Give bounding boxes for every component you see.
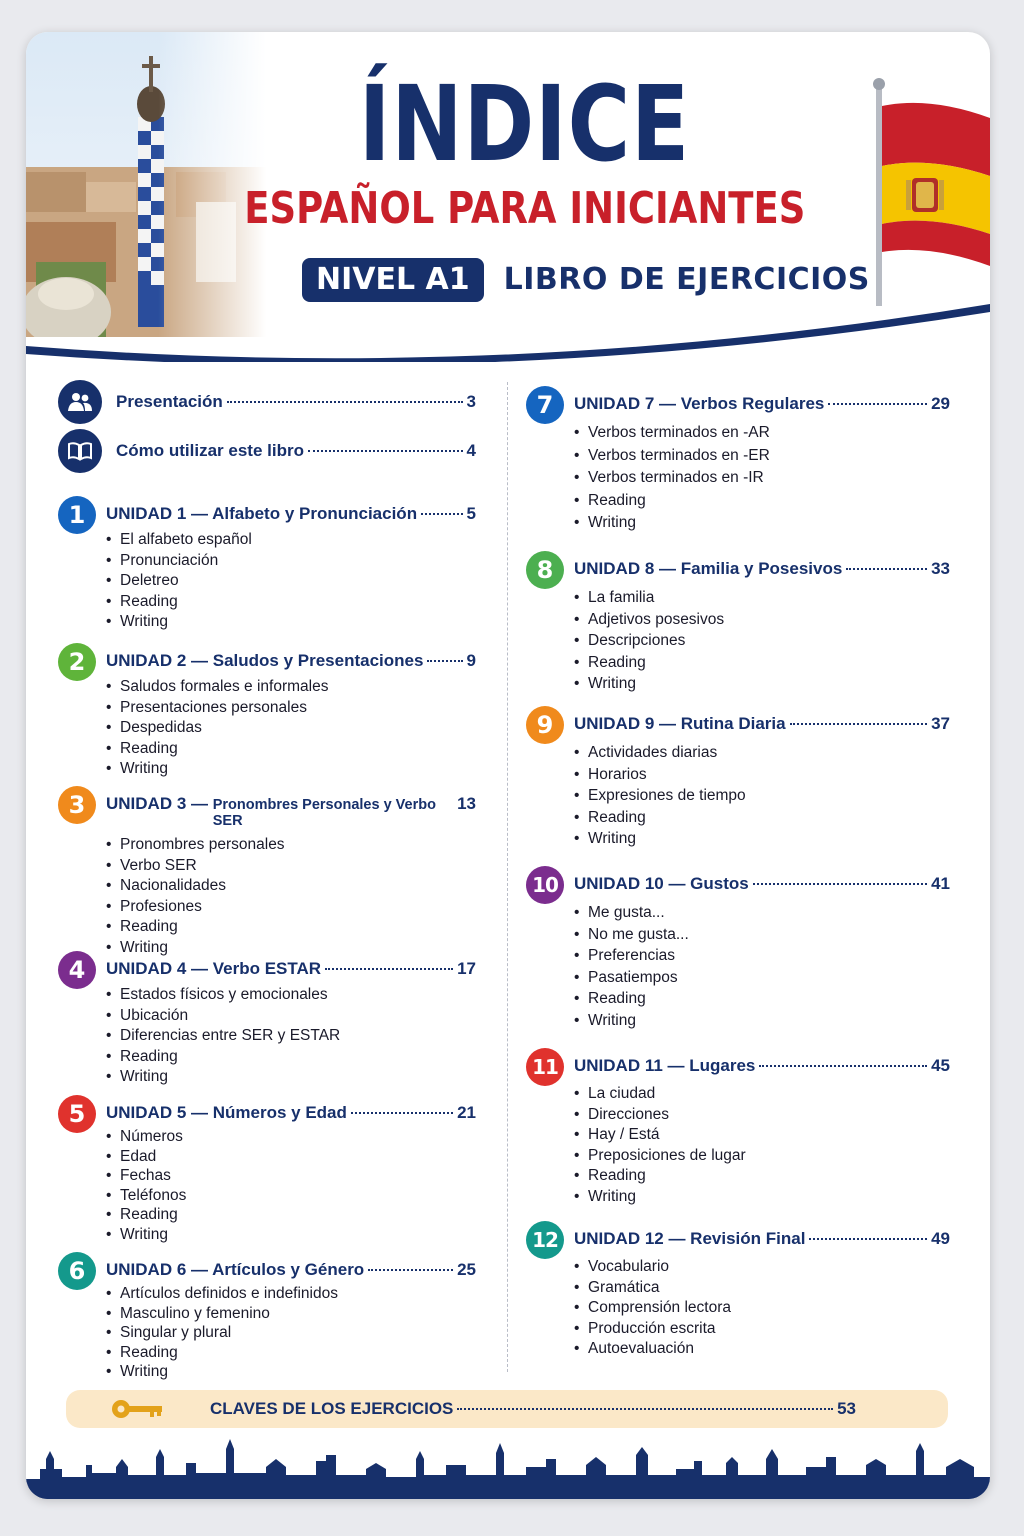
topic-item: • Pasatiempos	[574, 967, 950, 989]
unit-number-badge: 11	[526, 1048, 564, 1086]
topic-item: • Actividades diarias	[574, 742, 950, 764]
unit-8[interactable]	[536, 556, 950, 695]
topic-item: • Writing	[574, 1187, 950, 1208]
topic-item: • Pronunciación	[106, 551, 476, 572]
unit-number-badge: 10	[526, 866, 564, 904]
topic-item: • Artículos definidos e indefinidos	[106, 1284, 476, 1304]
unit-2[interactable]	[68, 648, 476, 780]
book-type-label: LIBRO DE EJERCICIOS	[503, 262, 870, 297]
topic-item: • No me gusta...	[574, 924, 950, 946]
answer-keys-page: 53	[837, 1399, 856, 1418]
topic-item: • Preferencias	[574, 945, 950, 967]
topic-item: • Verbos terminados en -IR	[574, 467, 950, 490]
book-subtitle: ESPAÑOL PARA INICIANTES	[244, 183, 806, 234]
topic-item: • La ciudad	[574, 1084, 950, 1105]
unit-page-number: 13	[457, 794, 476, 813]
unit-topics	[574, 1084, 950, 1207]
unit-title-prefix: UNIDAD 3 —	[106, 794, 213, 813]
unit-3[interactable]	[68, 791, 476, 958]
topic-item: • Números	[106, 1127, 476, 1147]
unit-page-number: 41	[931, 874, 950, 893]
unit-6[interactable]	[68, 1257, 476, 1382]
unit-topics	[574, 1257, 950, 1360]
unit-9[interactable]	[536, 711, 950, 850]
topic-item: • La familia	[574, 587, 950, 609]
unit-page-number: 37	[931, 714, 950, 733]
unit-topics	[106, 1284, 476, 1382]
unit-topics	[106, 835, 476, 958]
unit-page-number: 25	[457, 1260, 476, 1279]
unit-title: UNIDAD 7 — Verbos Regulares	[574, 394, 825, 413]
topic-item: • Writing	[106, 1067, 476, 1088]
topic-item: • Teléfonos	[106, 1186, 476, 1206]
topic-item: • Singular y plural	[106, 1323, 476, 1343]
unit-page-number: 5	[466, 504, 476, 523]
unit-title: UNIDAD 11 — Lugares	[574, 1056, 756, 1075]
topic-item: • Writing	[574, 828, 950, 850]
topic-item: • Reading	[574, 490, 950, 513]
topic-item: • Despedidas	[106, 718, 476, 739]
answer-keys-label: CLAVES DE LOS EJERCICIOS	[210, 1399, 454, 1418]
topic-item: • Hay / Está	[574, 1125, 950, 1146]
topic-item: • Expresiones de tiempo	[574, 785, 950, 807]
unit-number-badge: 5	[58, 1095, 96, 1133]
unit-5[interactable]	[68, 1100, 476, 1244]
topic-item: • Writing	[574, 512, 950, 535]
topic-item: • Writing	[574, 1010, 950, 1032]
topic-item: • Direcciones	[574, 1105, 950, 1126]
topic-item: • Comprensión lectora	[574, 1298, 950, 1319]
topic-item: • Reading	[574, 1166, 950, 1187]
topic-item: • Reading	[106, 1205, 476, 1225]
unit-title: UNIDAD 12 — Revisión Final	[574, 1229, 806, 1248]
topic-item: • Writing	[106, 938, 476, 959]
unit-topics	[106, 677, 476, 780]
unit-number-badge: 1	[58, 496, 96, 534]
topic-item: • Writing	[106, 759, 476, 780]
unit-page-number: 49	[931, 1229, 950, 1248]
unit-title: UNIDAD 9 — Rutina Diaria	[574, 714, 786, 733]
unit-topics	[574, 587, 950, 695]
unit-4[interactable]	[68, 956, 476, 1088]
unit-topics	[574, 742, 950, 850]
unit-title: UNIDAD 8 — Familia y Posesivos	[574, 559, 843, 578]
unit-page-number: 17	[457, 959, 476, 978]
topic-item: • Diferencias entre SER y ESTAR	[106, 1026, 476, 1047]
toc-page-number: 3	[466, 392, 476, 411]
topic-item: • Reading	[106, 1047, 476, 1068]
unit-12[interactable]	[532, 1228, 950, 1360]
unit-10[interactable]	[532, 873, 950, 1031]
unit-number-badge: 9	[526, 706, 564, 744]
toc-entry-como-utilizar[interactable]	[58, 429, 476, 473]
topic-item: • Masculino y femenino	[106, 1304, 476, 1324]
unit-number-badge: 12	[526, 1221, 564, 1259]
topic-item: • Writing	[106, 1362, 476, 1382]
topic-item: • Saludos formales e informales	[106, 677, 476, 698]
topic-item: • Reading	[574, 807, 950, 829]
unit-page-number: 21	[457, 1103, 476, 1122]
topic-item: • Descripciones	[574, 630, 950, 652]
unit-1[interactable]	[68, 501, 476, 633]
unit-title: UNIDAD 6 — Artículos y Género	[106, 1260, 365, 1279]
unit-title: UNIDAD 1 — Alfabeto y Pronunciación	[106, 504, 418, 523]
unit-page-number: 33	[931, 559, 950, 578]
people-icon	[58, 380, 102, 424]
unit-number-badge: 3	[58, 786, 96, 824]
index-page	[26, 32, 990, 1499]
topic-item: • Autoevaluación	[574, 1339, 950, 1360]
key-icon	[110, 1398, 166, 1420]
topic-item: • Reading	[106, 592, 476, 613]
topic-item: • Me gusta...	[574, 902, 950, 924]
city-skyline-silhouette	[26, 1429, 990, 1499]
unit-topics	[574, 902, 950, 1031]
topic-item: • Verbos terminados en -ER	[574, 445, 950, 468]
unit-page-number: 45	[931, 1056, 950, 1075]
topic-item: • Producción escrita	[574, 1319, 950, 1340]
unit-number-badge: 6	[58, 1252, 96, 1290]
topic-item: • Horarios	[574, 764, 950, 786]
unit-number-badge: 2	[58, 643, 96, 681]
column-divider	[507, 382, 508, 1372]
topic-item: • Reading	[574, 652, 950, 674]
topic-item: • El alfabeto español	[106, 530, 476, 551]
page-title: ÍNDICE	[358, 63, 691, 185]
toc-entry-label: Cómo utilizar este libro	[116, 441, 304, 460]
toc-entry-presentacion[interactable]	[58, 380, 476, 424]
unit-title: UNIDAD 4 — Verbo ESTAR	[106, 959, 322, 978]
topic-item: • Ubicación	[106, 1006, 476, 1027]
unit-7[interactable]	[536, 391, 950, 535]
topic-item: • Reading	[574, 988, 950, 1010]
topic-item: • Profesiones	[106, 897, 476, 918]
topic-item: • Verbo SER	[106, 856, 476, 877]
topic-item: • Edad	[106, 1147, 476, 1167]
unit-topics	[574, 422, 950, 535]
unit-number-badge: 4	[58, 951, 96, 989]
topic-item: • Estados físicos y emocionales	[106, 985, 476, 1006]
header-swoosh	[26, 282, 990, 362]
unit-11[interactable]	[532, 1055, 950, 1207]
topic-item: • Verbos terminados en -AR	[574, 422, 950, 445]
topic-item: • Writing	[106, 612, 476, 633]
unit-topics	[106, 530, 476, 633]
topic-item: • Pronombres personales	[106, 835, 476, 856]
unit-number-badge: 7	[526, 386, 564, 424]
toc-page-number: 4	[466, 441, 476, 460]
topic-item: • Vocabulario	[574, 1257, 950, 1278]
unit-title: UNIDAD 5 — Números y Edad	[106, 1103, 347, 1122]
topic-item: • Presentaciones personales	[106, 698, 476, 719]
topic-item: • Reading	[106, 1343, 476, 1363]
unit-topics	[106, 1127, 476, 1244]
topic-item: • Gramática	[574, 1278, 950, 1299]
topic-item: • Reading	[106, 739, 476, 760]
unit-page-number: 9	[466, 651, 476, 670]
topic-item: • Fechas	[106, 1166, 476, 1186]
answer-keys-entry[interactable]	[66, 1390, 948, 1428]
page-header	[26, 32, 990, 362]
topic-item: • Nacionalidades	[106, 876, 476, 897]
topic-item: • Adjetivos posesivos	[574, 609, 950, 631]
topic-item: • Writing	[106, 1225, 476, 1245]
level-badge: NIVEL A1	[302, 258, 484, 302]
unit-title: UNIDAD 2 — Saludos y Presentaciones	[106, 651, 424, 670]
topic-item: • Preposiciones de lugar	[574, 1146, 950, 1167]
topic-item: • Deletreo	[106, 571, 476, 592]
open-book-icon	[58, 429, 102, 473]
toc-entry-label: Presentación	[116, 392, 223, 411]
topic-item: • Reading	[106, 917, 476, 938]
unit-number-badge: 8	[526, 551, 564, 589]
unit-title: Pronombres Personales y Verbo SER	[212, 797, 436, 829]
topic-item: • Writing	[574, 673, 950, 695]
unit-page-number: 29	[931, 394, 950, 413]
unit-title: UNIDAD 10 — Gustos	[574, 874, 749, 893]
unit-topics	[106, 985, 476, 1088]
